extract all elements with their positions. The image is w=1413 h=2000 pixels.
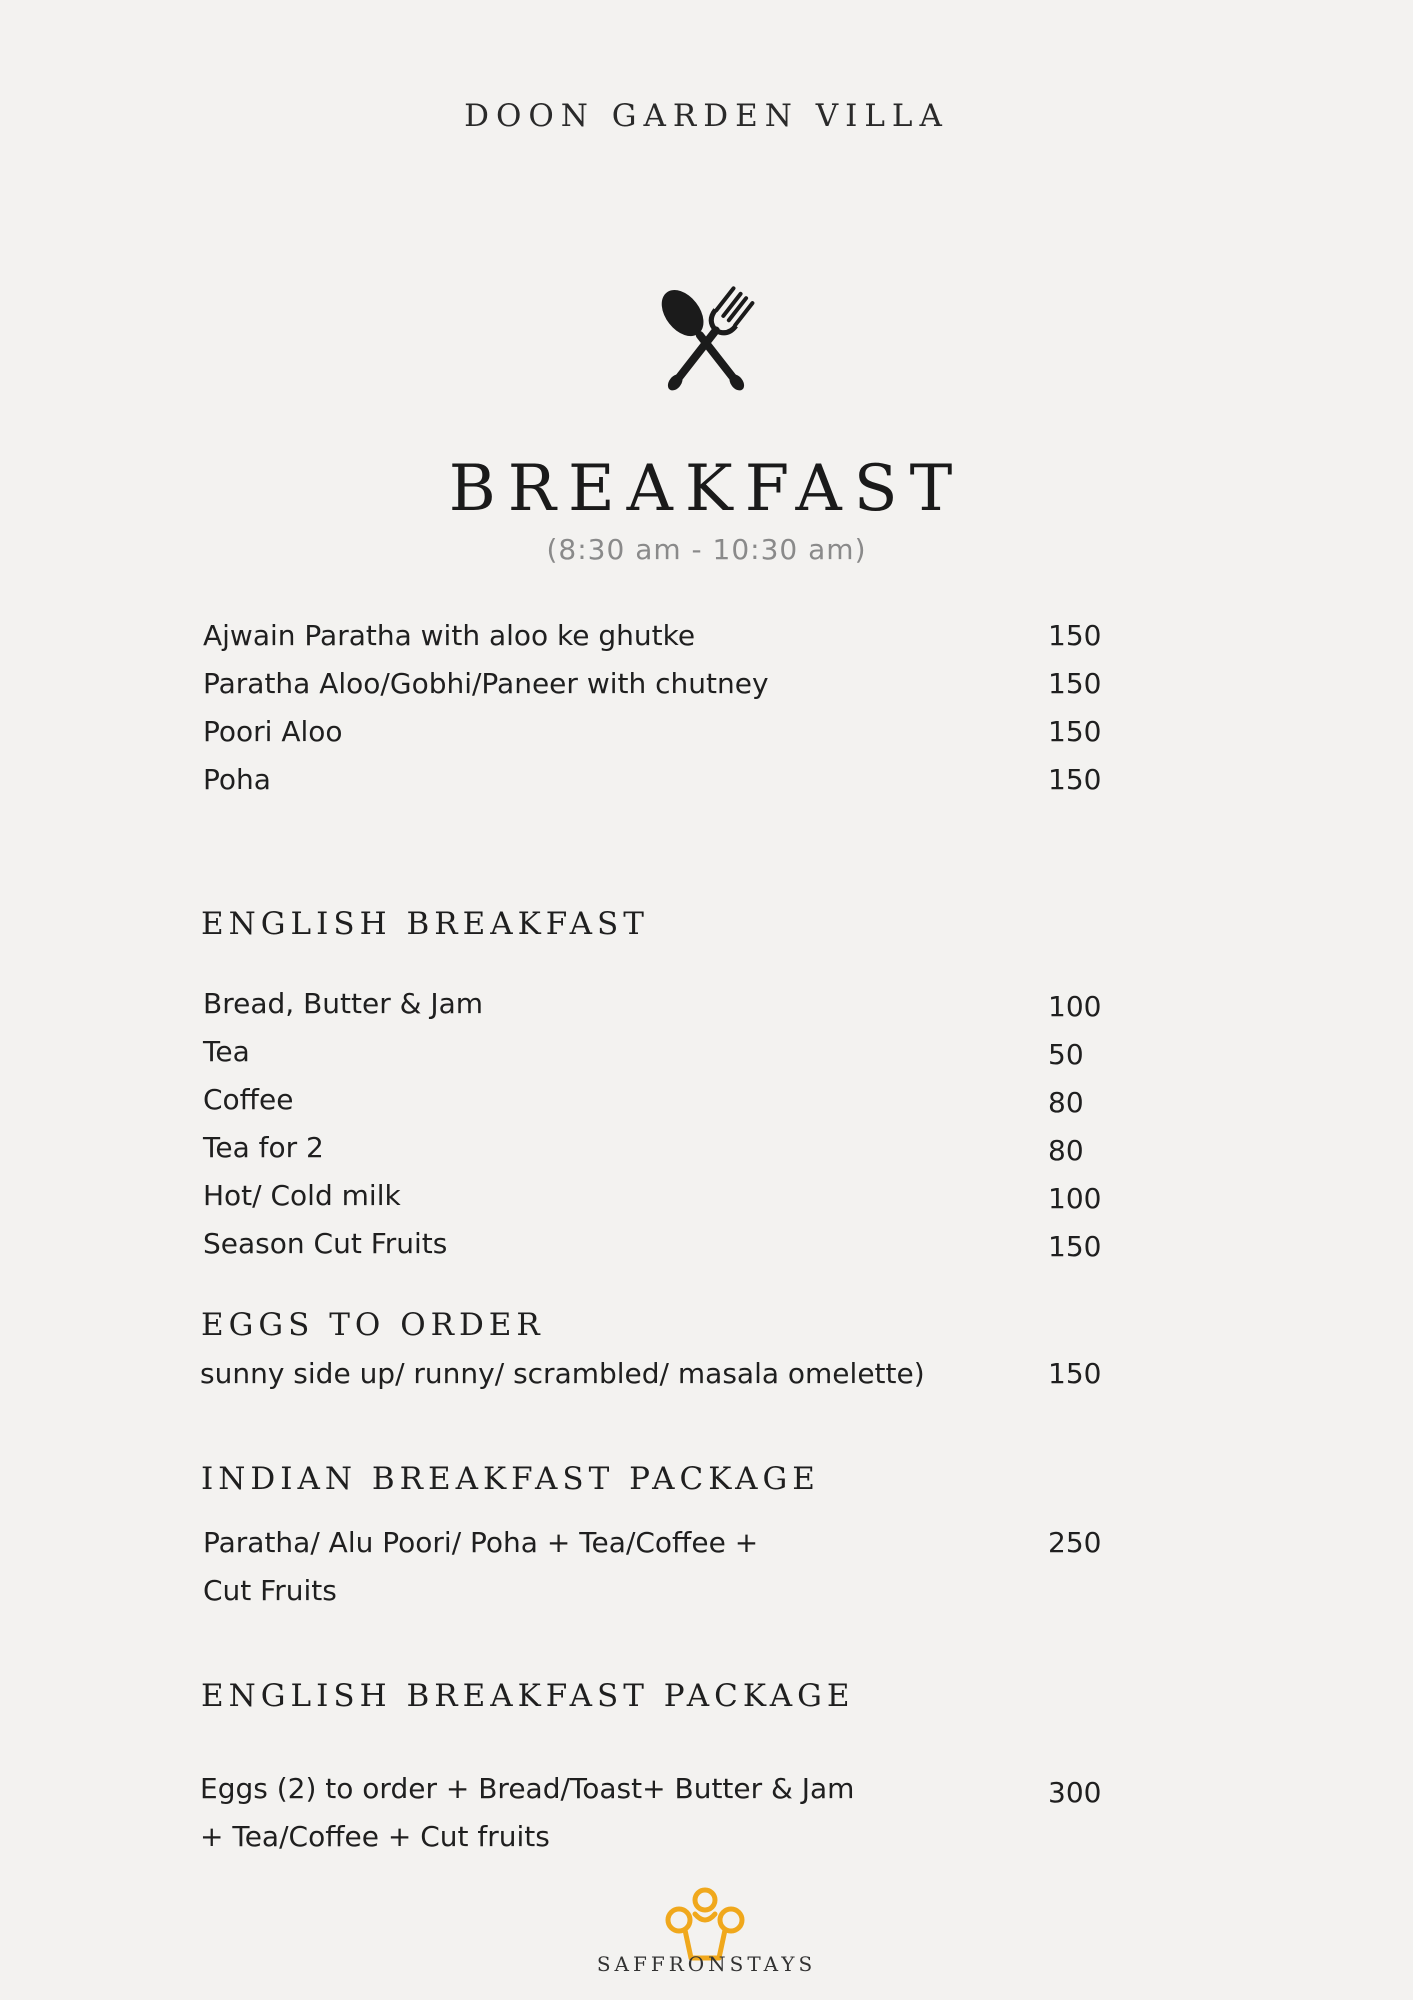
section-heading-english-breakfast: ENGLISH BREAKFAST [201,906,649,942]
package-line: Paratha/ Alu Poori/ Poha + Tea/Coffee + [203,1526,759,1559]
menu-item-price: 100 [1048,1182,1102,1215]
menu-item: sunny side up/ runny/ scrambled/ masala omelette) [200,1357,925,1390]
brand-name: SAFFRONSTAYS [596,1952,817,1976]
menu-item: Season Cut Fruits [203,1227,448,1260]
menu-item-price: 150 [1048,715,1102,748]
menu-item: Ajwain Paratha with aloo ke ghutke [203,619,696,652]
package-price: 300 [1048,1776,1102,1809]
section-heading-indian-package: INDIAN BREAKFAST PACKAGE [201,1461,820,1497]
menu-item: Poori Aloo [203,715,343,748]
menu-item-price: 50 [1048,1038,1084,1071]
menu-item-price: 80 [1048,1086,1084,1119]
menu-item-price: 100 [1048,990,1102,1023]
package-line: Eggs (2) to order + Bread/Toast+ Butter & Jam [200,1772,855,1805]
menu-item: Poha [203,763,271,796]
menu-item: Hot/ Cold milk [203,1179,401,1212]
spoon-fork-icon [636,275,776,410]
menu-hours: (8:30 am - 10:30 am) [546,533,867,566]
package-line: + Tea/Coffee + Cut fruits [200,1820,550,1853]
menu-item-price: 80 [1048,1134,1084,1167]
menu-item: Paratha Aloo/Gobhi/Paneer with chutney [203,667,769,700]
menu-item: Tea for 2 [203,1131,324,1164]
menu-item: Tea [203,1035,250,1068]
menu-item: Coffee [203,1083,294,1116]
menu-item-price: 150 [1048,619,1102,652]
package-line: Cut Fruits [203,1574,337,1607]
menu-item-price: 150 [1048,1230,1102,1263]
menu-item-price: 150 [1048,667,1102,700]
section-heading-english-package: ENGLISH BREAKFAST PACKAGE [201,1678,855,1714]
section-heading-eggs: EGGS TO ORDER [201,1307,545,1343]
menu-title: BREAKFAST [448,452,965,526]
menu-item-price: 150 [1048,763,1102,796]
menu-item-price: 150 [1048,1357,1102,1390]
package-price: 250 [1048,1526,1102,1559]
venue-name: DOON GARDEN VILLA [464,98,949,134]
menu-item: Bread, Butter & Jam [203,987,484,1020]
